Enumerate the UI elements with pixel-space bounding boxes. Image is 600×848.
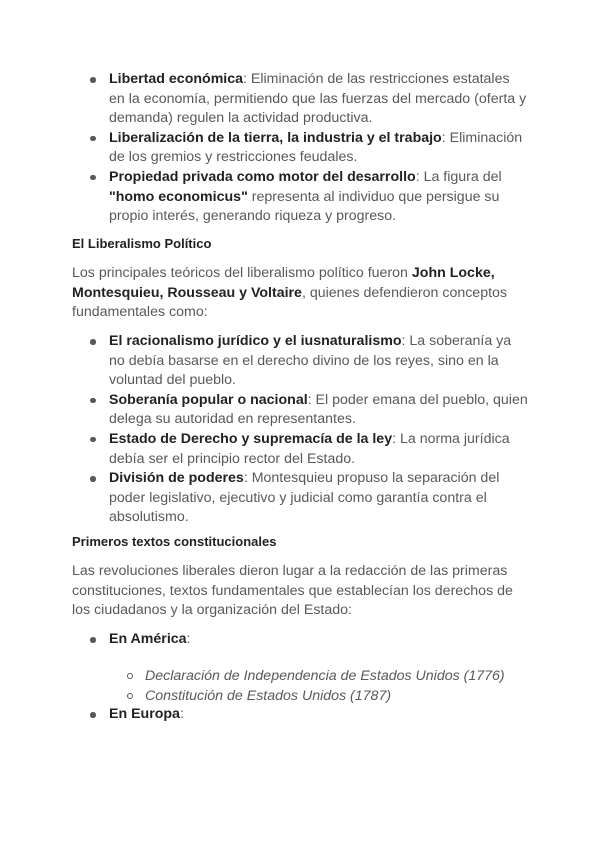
list-item-text: : La norma jurídica debía ser el principio rector del Estado. [109, 430, 510, 467]
list-item [0, 705, 600, 725]
list-item [0, 430, 600, 469]
region-list-europa [0, 705, 600, 725]
list-item-text: : Eliminación de las restricciones estatales en la economía, permitiendo que las fuerzas del mercado (oferta y demanda) regulen la actividad productiva. [109, 71, 527, 127]
section-heading-textos-constitucionales: Primeros textos constitucionales [72, 534, 277, 549]
region-label: En América [109, 631, 187, 647]
list-item: Constitución de Estados Unidos (1787) [0, 687, 600, 707]
list-item-text: : La figura del [415, 168, 502, 185]
list-item [0, 168, 600, 227]
section-heading-liberalismo-politico: El Liberalismo Político [72, 236, 212, 251]
america-documents-list [0, 667, 600, 706]
list-item-text: representa al individuo que persigue su propio interés, generando riqueza y progreso. [109, 188, 500, 225]
region-colon: : [179, 706, 184, 722]
region-label: En Europa [109, 706, 180, 722]
list-item [0, 332, 600, 391]
list-item [0, 391, 600, 430]
paragraph-text: Los principales teóricos del liberalismo político fueron [72, 265, 412, 281]
region-list-america [0, 630, 600, 650]
economic-liberalism-list [0, 70, 600, 227]
list-item-text: : Montesquieu propuso la separación del poder legislativo, ejecutivo y judicial como garantía contra el absolutismo. [109, 470, 500, 526]
list-item-term: Libertad económica [109, 71, 244, 87]
list-item-term: El racionalismo jurídico y el iusnaturalismo [109, 333, 402, 349]
paragraph-intro-textos: Las revoluciones liberales dieron lugar a la redacción de las primeras constituciones, textos fundamentales que establecían los derechos de los ciudadanos y la organización del Estado: [72, 563, 513, 619]
theorist-names: John Locke, Montesquieu, Rousseau y Voltaire [72, 265, 495, 301]
list-item [0, 70, 600, 129]
list-item-term: Propiedad privada como motor del desarrollo [109, 168, 416, 185]
list-item-text: : Eliminación de los gremios y restricciones feudales. [109, 129, 523, 166]
paragraph-text: , quienes defendieron conceptos fundamentales como: [72, 284, 508, 321]
list-item-term: Liberalización de la tierra, la industria y el trabajo [109, 129, 442, 146]
list-item: Declaración de Independencia de Estados Unidos (1776) [0, 667, 600, 687]
list-item-text: : El poder emana del pueblo, quien delega su autoridad en representantes. [109, 391, 528, 428]
list-item [0, 129, 600, 168]
list-item-term: Estado de Derecho y supremacía de la ley [109, 430, 393, 447]
list-item [0, 630, 600, 650]
list-item-term: "homo economicus" [109, 188, 248, 205]
political-concepts-list [0, 332, 600, 528]
list-item-term: División de poderes [109, 470, 244, 487]
region-colon: : [186, 631, 191, 647]
paragraph-intro-politico [72, 264, 520, 323]
list-item-term: Soberanía popular o nacional [109, 391, 308, 408]
list-item [0, 469, 600, 528]
list-item-text: : La soberanía ya no debía basarse en el derecho divino de los reyes, sino en la voluntad del pueblo. [109, 333, 512, 389]
